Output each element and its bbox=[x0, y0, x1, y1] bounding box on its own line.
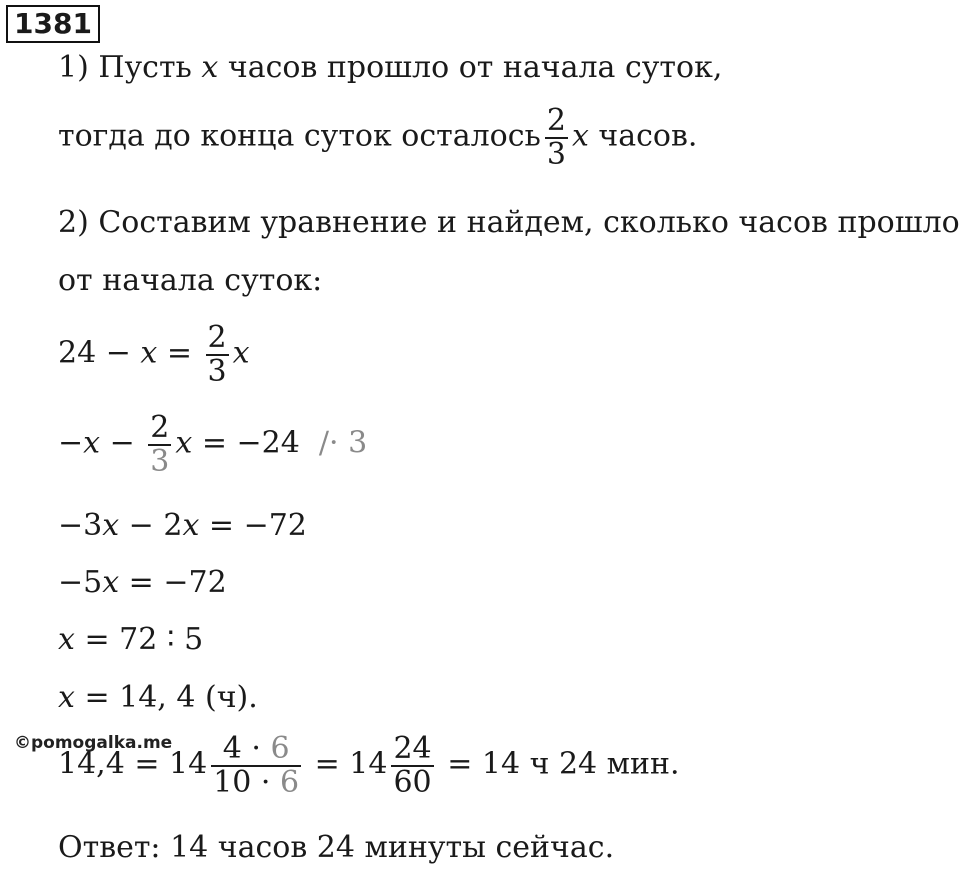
variable-x: x bbox=[83, 425, 101, 461]
fraction-4x6-over-10x6 bbox=[211, 733, 301, 798]
fraction-denominator: 3 bbox=[207, 353, 227, 389]
fraction-numerator: 24 bbox=[393, 731, 432, 766]
equation-2 bbox=[58, 412, 367, 477]
equation-4: −5𝑥 = −72 bbox=[58, 565, 227, 600]
eq7-mid: = 14 bbox=[305, 746, 388, 782]
fraction-numerator: 2 bbox=[207, 320, 227, 355]
numerator-part: 4 · bbox=[222, 731, 271, 766]
fraction-24-over-60 bbox=[391, 733, 433, 798]
equation-6: 𝑥 = 14, 4 (ч). bbox=[58, 680, 258, 715]
problem-number-badge: 1381 bbox=[6, 5, 100, 43]
step1-line2-post: часов. bbox=[588, 118, 698, 154]
fraction-denominator: 3 bbox=[150, 443, 170, 479]
equation-3: −3𝑥 − 2𝑥 = −72 bbox=[58, 508, 307, 543]
step1-line1-post: часов прошло от начала суток, bbox=[218, 50, 723, 85]
variable-x: x bbox=[140, 335, 158, 371]
variable-x: x bbox=[571, 118, 589, 154]
step2-line1: 2) Составим уравнение и найдем, сколько часов прошло bbox=[58, 205, 960, 240]
fraction-denominator: 60 bbox=[393, 764, 432, 800]
denominator-part: 10 · bbox=[213, 764, 280, 800]
eq2-minus: − bbox=[58, 425, 84, 461]
step1-line2-pre: тогда до конца суток осталось bbox=[58, 118, 541, 154]
eq7-rhs: = 14 ч 24 мин. bbox=[437, 746, 680, 782]
variable-x: x bbox=[175, 425, 193, 461]
fraction-numerator: 2 bbox=[150, 410, 170, 445]
watermark: ©pomogalka.me bbox=[14, 733, 173, 753]
variable-x: x bbox=[232, 335, 250, 371]
fraction-numerator bbox=[211, 733, 301, 765]
fraction-numerator: 2 bbox=[546, 103, 566, 138]
fraction-denominator bbox=[211, 765, 301, 799]
answer-line: Ответ: 14 часов 24 минуты сейчас. bbox=[58, 830, 615, 865]
equation-1 bbox=[58, 322, 250, 387]
eq2-rhs: = −24 bbox=[192, 425, 300, 461]
step1-line1-pre: 1) Пусть bbox=[58, 50, 202, 85]
eq1-left: 24 − bbox=[58, 335, 141, 371]
eq2-minus-2: − bbox=[100, 425, 145, 461]
step2-line2: от начала суток: bbox=[58, 263, 323, 298]
equation-7 bbox=[58, 733, 680, 798]
numerator-multiplier: 6 bbox=[270, 731, 290, 766]
equation-5: 𝑥 = 72 ∶ 5 bbox=[58, 622, 204, 657]
eq1-equals: = bbox=[157, 335, 202, 371]
eq2-multiplier: /· 3 bbox=[299, 425, 368, 461]
eq7-lhs: 14,4 = 14 bbox=[58, 746, 208, 782]
step1-line2 bbox=[58, 105, 697, 170]
fraction-denominator: 3 bbox=[546, 136, 566, 172]
step1-line1 bbox=[58, 50, 722, 85]
fraction-two-thirds bbox=[206, 322, 229, 387]
fraction-two-thirds bbox=[148, 412, 171, 477]
fraction-two-thirds bbox=[545, 105, 568, 170]
denominator-multiplier: 6 bbox=[279, 764, 300, 800]
variable-x: x bbox=[201, 50, 219, 85]
